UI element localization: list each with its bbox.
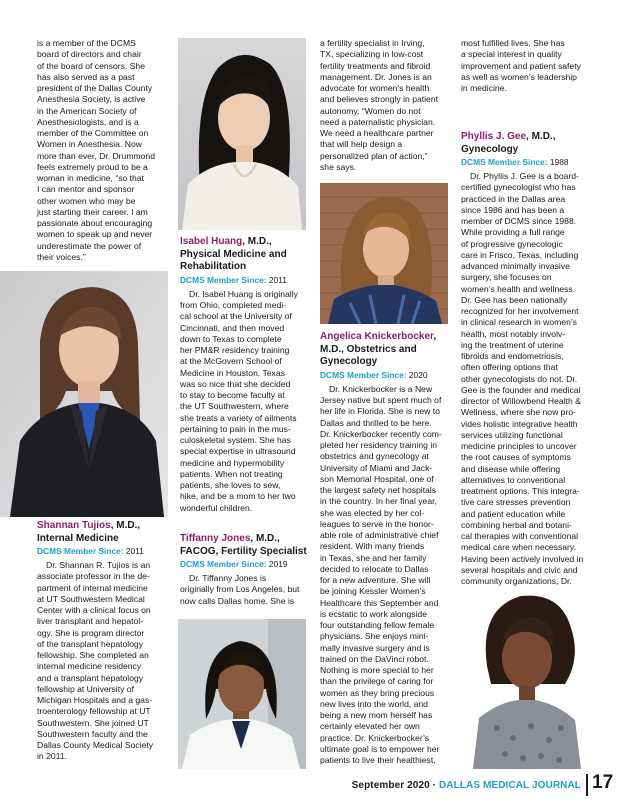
text-line: other women who may be xyxy=(37,195,136,206)
text-line: more than ever, Dr. Drummond xyxy=(37,150,155,161)
text-line: she was elected by her col- xyxy=(320,507,425,518)
text-line: University of Miami and Jack- xyxy=(320,462,433,473)
portrait-image-jones xyxy=(178,619,306,769)
text-line: physicians. She enjoys mini- xyxy=(320,631,429,642)
text-line: of the transplant hepatology xyxy=(37,638,144,649)
page-number: 17 xyxy=(592,772,614,793)
text-line: woman in medicine, “so that xyxy=(37,173,144,183)
text-line: is a member of the DCMS xyxy=(37,38,136,48)
text-line: since 1986 and has been a xyxy=(461,204,565,215)
profile-name-heading: Isabel Huang, M.D., Physical Medicine and Rehabilitation xyxy=(180,236,287,273)
text-line: cal school at the University of xyxy=(180,311,292,322)
text-line: Dr. Shannan R. Tujios is an xyxy=(46,560,151,571)
text-line: mally invasive surgery and is xyxy=(320,642,430,653)
text-line: Dr. Isabel Huang is originally xyxy=(189,288,298,299)
text-line: Jersey native but spent much of xyxy=(320,395,442,406)
text-line: Wellness, where she now pro- xyxy=(461,407,576,418)
text-line: their voices.” xyxy=(37,251,86,262)
continued-text-col4 xyxy=(461,38,591,94)
text-line: Gee is the founder and medical xyxy=(461,384,581,395)
continued-text-col1 xyxy=(37,38,167,263)
text-line: as well as women’s leadership xyxy=(461,71,577,82)
text-line: pertaining to pain in the mus- xyxy=(180,423,291,434)
text-line: than the privilege of caring for xyxy=(320,676,434,687)
text-line: in Texas, she and her family xyxy=(320,552,427,563)
text-line: Women in Anesthesia. Now xyxy=(37,139,142,150)
text-line: pleted her residency training in xyxy=(320,440,438,451)
photo-isabel-huang xyxy=(178,38,306,230)
portrait-image-gee xyxy=(461,588,592,769)
text-line: new lives into the world, and xyxy=(320,698,428,709)
paragraph xyxy=(320,38,450,173)
text-line: Southwestern faculty and the xyxy=(37,728,148,739)
profile-name: Tiffanny Jones xyxy=(180,533,251,544)
text-line: patients, she loves to sew, xyxy=(180,480,281,491)
paragraph xyxy=(461,38,591,94)
paragraph xyxy=(320,384,450,767)
text-line: alternatives to conventional xyxy=(461,474,566,485)
text-line: Anesthesiologists, and is a xyxy=(37,116,139,127)
member-since: DCMS Member Since: 2011 xyxy=(180,274,287,285)
text-line: certified gynecologist who has xyxy=(461,182,576,193)
portrait-image-knickerbocker xyxy=(320,183,448,324)
text-line: in the American Society of xyxy=(37,105,137,116)
page-footer xyxy=(0,772,625,800)
text-line: being a new mom herself has xyxy=(320,710,433,721)
profile-gee xyxy=(461,131,591,599)
profile-name: Angelica Knickerbocker xyxy=(320,331,434,342)
text-line: women to speak up and never xyxy=(37,229,153,240)
text-line: combining herbal and botani- xyxy=(461,519,572,530)
text-line: partment of internal medicine xyxy=(37,582,148,593)
text-line: she says. xyxy=(320,161,357,172)
text-line: and disease while offering xyxy=(461,463,561,474)
text-line: has also served as a past xyxy=(37,71,135,82)
text-line: Dallas and thrilled to be here. xyxy=(320,417,432,428)
text-line: ing the treatment of uterine xyxy=(461,339,564,350)
text-line: of the board of censors. She xyxy=(37,60,145,71)
text-line: While providing a full range xyxy=(461,227,565,238)
text-line: culoskeletal system. She has xyxy=(180,435,291,446)
text-line: a fertility specialist in Irving, xyxy=(320,38,425,48)
text-line: in medicine. xyxy=(461,83,507,93)
text-line: ultimate goal is to empower her xyxy=(320,743,440,754)
profile-knickerbocker xyxy=(320,331,450,766)
text-line: and believes strongly in patient xyxy=(320,94,439,105)
text-line: medicine and hypermobility xyxy=(180,457,285,468)
text-line: often offering options that xyxy=(461,362,558,373)
text-line: Dr. Phyllis J. Gee is a board- xyxy=(470,171,579,182)
portrait-image-huang xyxy=(178,38,306,230)
text-line: autonomy. “Women do not xyxy=(320,105,421,116)
photo-angelica-knickerbocker xyxy=(320,183,448,324)
text-line: wonderful children. xyxy=(180,502,253,513)
text-line: internal medicine residency xyxy=(37,661,142,672)
text-line: director of Willowbend Health & xyxy=(461,396,581,407)
text-line: practice. Dr. Knickerbocker’s xyxy=(320,732,430,743)
text-line: patients to live their healthiest, xyxy=(320,755,436,766)
text-line: in clinical research in women’s xyxy=(461,317,577,328)
text-line: from Ohio, completed medi- xyxy=(180,300,287,311)
text-line: president of the Dallas County xyxy=(37,83,153,93)
footer-publication: DALLAS MEDICAL JOURNAL xyxy=(438,780,581,791)
continued-text-col3 xyxy=(320,38,450,173)
text-line: to stay to become faculty at xyxy=(180,390,285,401)
photo-phyllis-gee xyxy=(461,588,592,769)
profile-name-heading: Phyllis J. Gee, M.D., Gynecology xyxy=(461,131,556,155)
footer-date: September 2020 xyxy=(351,780,430,791)
text-line: Dr. Knickerbocker is a New xyxy=(329,383,433,394)
text-line: tive care stresses prevention xyxy=(461,497,571,508)
text-line: underestimate the power of xyxy=(37,240,142,251)
text-line: for a new adventure. She will xyxy=(320,575,431,586)
paragraph xyxy=(180,573,316,607)
member-since: DCMS Member Since: 2019 xyxy=(180,559,288,570)
text-line: cal therapies with conventional xyxy=(461,531,579,542)
text-line: the UT Southwestern, where xyxy=(180,401,289,412)
paragraph xyxy=(37,38,167,263)
text-line: Dallas County Medical Society xyxy=(37,740,154,751)
column-1 xyxy=(37,38,167,263)
bio-text-jones xyxy=(180,573,316,607)
text-line: Center with a clinical focus on xyxy=(37,605,151,616)
text-line: need a paternalistic physician. xyxy=(320,116,436,127)
text-line: personalized plan of action,” xyxy=(320,150,428,161)
text-line: originally from Los Angeles, but xyxy=(180,584,300,595)
profile-name-heading: Shannan Tujios, M.D., Internal Medicine xyxy=(37,520,141,544)
text-line: trained on the DaVinci robot. xyxy=(320,653,429,664)
text-line: Medicine in Houston. Texas xyxy=(180,367,285,378)
column-4 xyxy=(461,38,591,94)
text-line: resident. With many friends xyxy=(320,541,425,552)
text-line: liver transplant and hepatol- xyxy=(37,616,144,627)
text-line: community organizations, Dr. xyxy=(461,576,572,587)
text-line: leagues to serve in the honor- xyxy=(320,518,434,529)
text-line: fertility treatments and fibroid xyxy=(320,60,431,71)
text-line: women as they bring precious xyxy=(320,687,435,698)
text-line: medicine principles to uncover xyxy=(461,441,577,452)
text-line: services utilizing functional xyxy=(461,429,563,440)
profile-jones xyxy=(180,533,316,607)
text-line: at the McGovern School of xyxy=(180,356,282,367)
text-line: Nothing is more special to her xyxy=(320,665,434,676)
member-since: DCMS Member Since: 2020 xyxy=(320,369,428,380)
text-line: able role of administrative chief xyxy=(320,530,439,541)
member-since: DCMS Member Since: 2011 xyxy=(37,546,144,557)
text-line: her PM&R residency training xyxy=(180,345,290,356)
text-line: now calls Dallas home. She is xyxy=(180,595,295,606)
text-line: she treats a variety of ailments xyxy=(180,412,297,423)
text-line: fibroids and endometriosis, xyxy=(461,351,564,362)
profile-tujios xyxy=(37,520,173,763)
text-line: fellowship. She completed an xyxy=(37,650,149,661)
text-line: patients. When not treating xyxy=(180,468,283,479)
text-line: member of the Committee on xyxy=(37,128,149,138)
text-line: certainly elevated her own xyxy=(320,721,420,732)
text-line: member of DCMS since 1988. xyxy=(461,216,577,227)
text-line: management. Dr. Jones is an xyxy=(320,71,432,82)
portrait-image-tujios xyxy=(0,271,168,517)
member-since: DCMS Member Since: 1988 xyxy=(461,157,569,168)
text-line: Anesthesia Society, is active xyxy=(37,94,146,105)
footer-text: September 2020 · DALLAS MEDICAL JOURNAL xyxy=(351,780,581,791)
text-line: most fulfilled lives. She has xyxy=(461,38,565,48)
text-line: Southwestern. She joined UT xyxy=(37,717,149,728)
text-line: the largest safety net hospitals xyxy=(320,485,437,496)
text-line: advanced minimally invasive xyxy=(461,261,570,272)
text-line: women’s health and wellness. xyxy=(461,283,576,294)
bio-text-gee xyxy=(461,171,591,599)
text-line: the root causes of symptoms xyxy=(461,452,571,463)
text-line: several hospitals and civic and xyxy=(461,564,578,575)
text-line: is ecstatic to work alongside xyxy=(320,608,427,619)
text-line: in the country. In her final year, xyxy=(320,496,437,507)
text-line: troenterology fellowship at UT xyxy=(37,706,151,717)
text-line: was so nice that she decided xyxy=(180,378,291,389)
text-line: Dr. Knickerbocker recently com- xyxy=(320,428,442,439)
text-line: and a transplant hepatology xyxy=(37,672,144,683)
text-line: Dr. Tiffanny Jones is xyxy=(189,573,267,584)
profile-name: Shannan Tujios xyxy=(37,520,111,531)
text-line: treatment options. This integra- xyxy=(461,486,580,497)
text-line: surgery, she focuses on xyxy=(461,272,552,283)
text-line: be joining Kessler Women’s xyxy=(320,586,426,597)
paragraph xyxy=(37,560,173,763)
footer-divider xyxy=(586,774,588,796)
bio-text-tujios xyxy=(37,560,173,763)
profile-name: Isabel Huang xyxy=(180,236,243,247)
column-3 xyxy=(320,38,450,173)
text-line: recognized for her involvement xyxy=(461,306,579,317)
profile-name: Phyllis J. Gee xyxy=(461,131,527,142)
text-line: improvement and patient safety xyxy=(461,60,581,71)
text-line: feels extremely proud to be a xyxy=(37,161,148,172)
text-line: and patient education while xyxy=(461,508,566,519)
text-line: four outstanding fellow female xyxy=(320,620,435,631)
text-line: in 2011. xyxy=(37,751,67,762)
paragraph xyxy=(461,171,591,599)
text-line: just starting their career. I am xyxy=(37,206,148,217)
text-line: son Memorial Hospital, one of xyxy=(320,473,434,484)
text-line: obstetrics and gynecology at xyxy=(320,451,429,462)
text-line: special expertise in ultrasound xyxy=(180,446,296,457)
profile-name-heading: Angelica Knickerbocker, M.D., Obstetrics and Gynecology xyxy=(320,331,437,368)
text-line: health, most notably involv- xyxy=(461,328,566,339)
text-line: care in Frisco, Texas, including xyxy=(461,249,579,260)
text-line: Healthcare this September and xyxy=(320,597,439,608)
text-line: Dr. Gee has been nationally xyxy=(461,294,568,305)
text-line: that will help design a xyxy=(320,139,403,150)
text-line: passionate about encouraging xyxy=(37,218,153,228)
text-line: Cincinnati, and then moved xyxy=(180,322,285,333)
text-line: We need a healthcare partner xyxy=(320,128,434,138)
text-line: her life in Florida. She is new to xyxy=(320,406,440,417)
text-line: associate professor in the de- xyxy=(37,571,150,582)
bio-text-knickerbocker xyxy=(320,384,450,767)
text-line: other gynecologists do not. Dr. xyxy=(461,373,578,384)
text-line: ogy. She is program director xyxy=(37,627,145,638)
text-line: of progressive gynecologic xyxy=(461,238,563,249)
text-line: Having been actively involved in xyxy=(461,553,584,564)
profile-huang xyxy=(180,236,306,514)
text-line: decided to relocate to Dallas xyxy=(320,563,429,574)
text-line: TX, specializing in low-cost xyxy=(320,49,424,60)
text-line: medical care when necessary. xyxy=(461,542,576,553)
text-line: I can mentor and sponsor xyxy=(37,184,135,195)
photo-tiffanny-jones xyxy=(178,619,306,769)
paragraph xyxy=(180,289,306,514)
text-line: a special interest in quality xyxy=(461,49,562,60)
photo-shannan-tujios xyxy=(0,271,168,517)
text-line: Michigan Hospitals and a gas- xyxy=(37,695,153,706)
text-line: fellowship at University of xyxy=(37,683,134,694)
bio-text-huang xyxy=(180,289,306,514)
text-line: down to Texas to complete xyxy=(180,333,282,344)
profile-name-heading: Tiffanny Jones, M.D., FACOG, Fertility Specialist xyxy=(180,533,307,557)
text-line: at UT Southwestern Medical xyxy=(37,593,145,604)
text-line: vides holistic integrative health xyxy=(461,418,578,429)
text-line: hike, and be a mom to her two xyxy=(180,491,296,502)
text-line: board of directors and chair xyxy=(37,49,142,60)
text-line: practiced in the Dallas area xyxy=(461,193,566,204)
text-line: advocate for women’s health xyxy=(320,83,430,93)
